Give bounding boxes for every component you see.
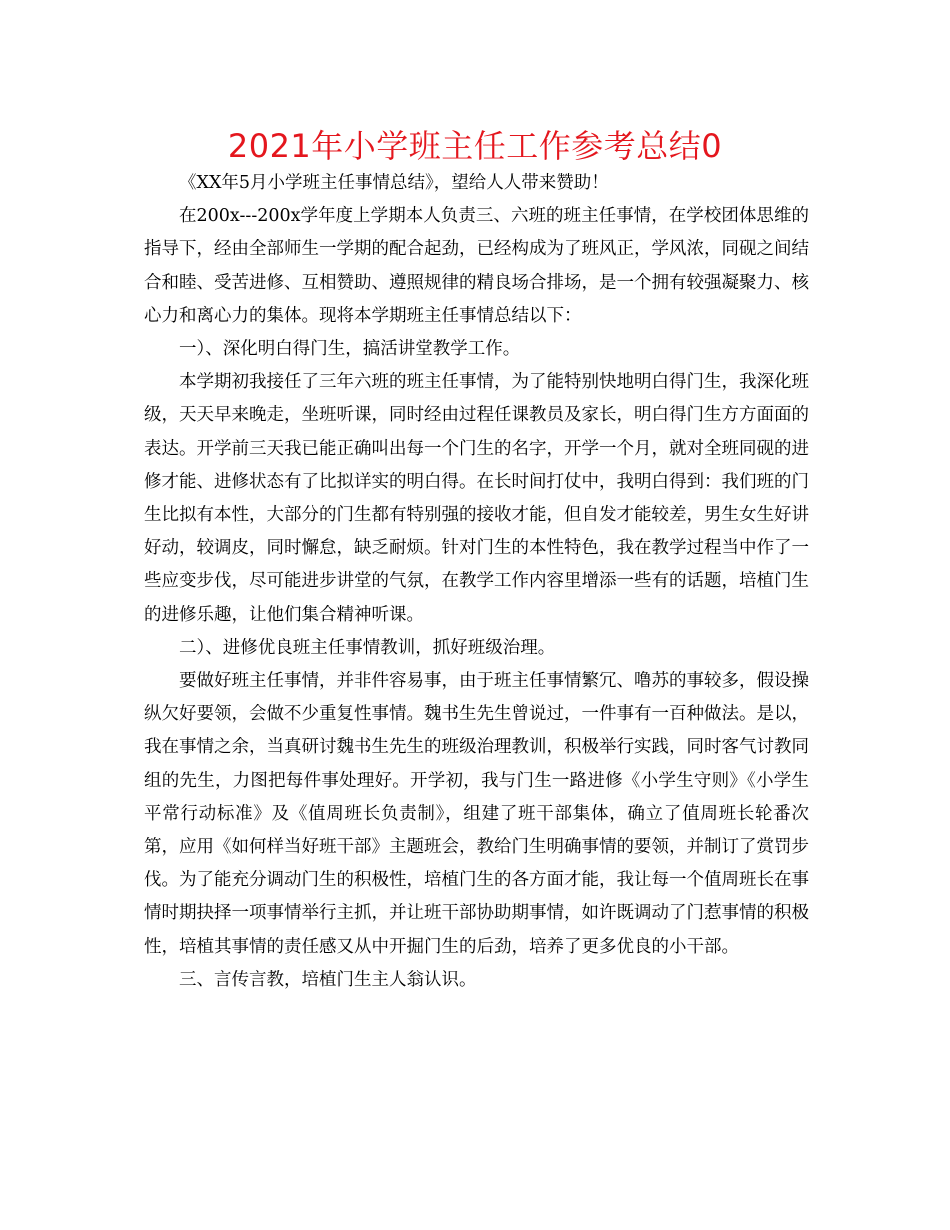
paragraph-overview: 在200x---200x学年度上学期本人负责三、六班的班主任事情，在学校团体思维的指导下，经由全部师生一学期的配合起劲，已经构成为了班风正，学风浓，同砚之间结合和睦、受苦进修、互相赞助、遵照规律的精良场合排场，是一个拥有较强凝聚力、核心力和离心力的集体。现将本学期班主任事情总结以下：	[144, 206, 809, 326]
document-title: 2021年小学班主任工作参考总结0	[227, 127, 723, 165]
section-heading-3: 三、言传言教，培植门生主人翁认识。	[179, 969, 477, 990]
paragraph-intro: 《XX年5月小学班主任事情总结》，望给人人带来赞助！	[179, 173, 609, 193]
section-heading-1: 一）、深化明白得门生，搞活讲堂教学工作。	[179, 339, 521, 360]
document-body	[144, 167, 809, 997]
section-heading-2: 二）、进修优良班主任事情教训，抓好班级治理。	[179, 637, 556, 658]
paragraph-section-2: 要做好班主任事情，并非件容易事，由于班主任事情繁冗、噜苏的事较多，假设操纵欠好要领，会做不少重复性事情。魏书生先生曾说过，一件事有一百种做法。是以，我在事情之余，当真研讨魏书生先生的班级治理教训，积极举行实践，同时客气讨教同组的先生，力图把每件事处理好。开学初，我与门生一路进修《小学生守则》《小学生平常行动标准》及《值周班长负责制》，组建了班干部集体，确立了值周班长轮番次第，应用《如何样当好班干部》主题班会，教给门生明确事情的要领，并制订了赏罚步伐。为了能充分调动门生的积极性，培植门生的各方面才能，我让每一个值周班长在事情时期抉择一项事情举行主抓，并让班干部协助期事情，如许既调动了门惹事情的积极性，培植其事情的责任感又从中开掘门生的后劲，培养了更多优良的小干部。	[144, 671, 809, 957]
paragraph-section-1: 本学期初我接任了三年六班的班主任事情，为了能特别快地明白得门生，我深化班级，天天早来晚走，坐班听课，同时经由过程任课教员及家长，明白得门生方方面面的表达。开学前三天我已能正确叫出每一个门生的名字，开学一个月，就对全班同砚的进修才能、进修状态有了比拟详实的明白得。在长时间打仗中，我明白得到：我们班的门生比拟有本性，大部分的门生都有特别强的接收才能，但自发才能较差，男生女生好讲好动，较调皮，同时懈怠，缺乏耐烦。针对门生的本性特色，我在教学过程当中作了一些应变步伐，尽可能进步讲堂的气氛，在教学工作内容里增添一些有的话题，培植门生的进修乐趣，让他们集合精神听课。	[144, 372, 809, 625]
